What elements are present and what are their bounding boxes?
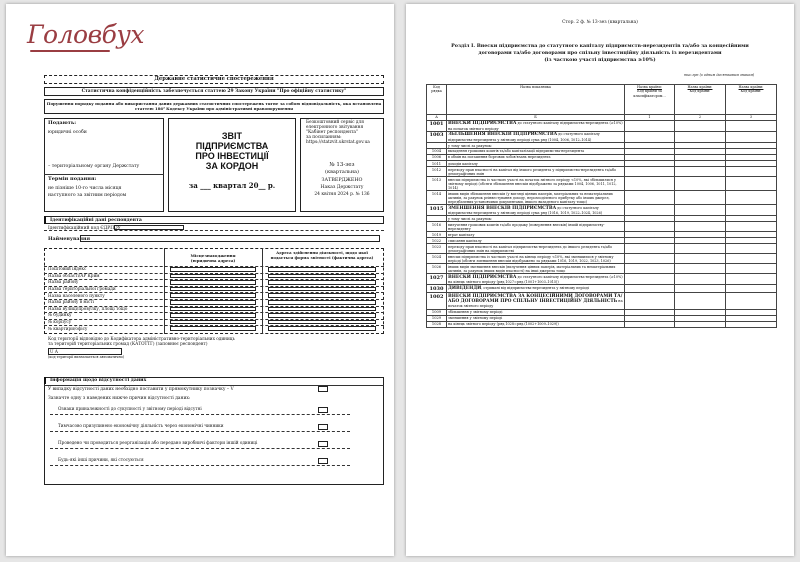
absence-reason-checkbox[interactable] [318, 424, 328, 430]
row-name [447, 132, 625, 143]
row-name [447, 120, 625, 131]
sub-header-b: Б [447, 115, 625, 121]
fact-address-input[interactable] [268, 293, 376, 298]
value-cell[interactable] [625, 274, 675, 285]
row-code: 1027 [427, 274, 447, 285]
row-name [447, 293, 625, 309]
location-input[interactable] [170, 320, 256, 325]
row-title: ЗБІЛЬШЕННЯ ВНЕСКІВ ПІДПРИЄМСТВА [448, 132, 558, 138]
value-cell[interactable] [675, 264, 726, 274]
fact-address-input[interactable] [268, 326, 376, 331]
golovbuh-logo [27, 20, 144, 49]
value-cell[interactable] [625, 264, 675, 274]
row-text: збільшення у звітному періоді [448, 309, 503, 314]
form-page-2 [406, 4, 794, 556]
name-input[interactable] [80, 235, 380, 242]
location-input[interactable] [170, 326, 256, 331]
row-text: у тому числі за рахунок: [448, 143, 493, 148]
row-name [447, 205, 625, 216]
row-code: 1026 [427, 264, 447, 274]
submit-to: – територіальному органу Держстату [48, 164, 140, 169]
row-text: до статутного капіталу підприємства-нерезидента у звітному періоді сума ряд (1016, 1019, 1022–1024, 1026) [448, 205, 603, 215]
value-cell[interactable] [726, 120, 777, 131]
row-title: ЗМЕНШЕННЯ ВНЕСКІВ ПІДПРИЄМСТВА [448, 205, 557, 211]
row-code: 1011 [427, 161, 447, 167]
row-title: ВНЕСКИ ПІДПРИЄМСТВА [448, 274, 517, 280]
service-4: за посиланням: [306, 135, 342, 140]
katottg-input[interactable] [48, 348, 122, 355]
row-text: зменшення у звітному періоді [448, 316, 503, 321]
row-text: втрат капіталу [448, 232, 475, 237]
section-1-table [426, 84, 777, 328]
row-name [447, 244, 625, 254]
approved-date: 24 квітня 2024 р. № 136 [314, 192, 370, 197]
row-text: переходу прав власності на капітал від іншого резидента у підприємство-нерезидента та/або демографічних змін [448, 167, 617, 176]
row-text: внески підприємства із часткою участі на початок звітного періоду <10%, які збільшилися у звітному періоді (обсяги збільшення внесків відображено за рядками 1004, 1006, 1011, 1012, 1014) [448, 177, 617, 190]
sub-header-3: 3 [726, 115, 777, 121]
row-code: 1002 [427, 293, 447, 309]
page-label: Стор. 2 ф. № 13-зез (квартальна) [562, 20, 638, 25]
table-row [427, 293, 777, 309]
row-text: списання капіталу [448, 238, 482, 243]
value-cell[interactable] [726, 254, 777, 264]
row-text: переходу прав власності на капітал підприємства-нерезидента до іншого резидента та/або демографічних змін на підприємстві [448, 244, 612, 253]
row-code: 1004 [427, 149, 447, 155]
value-cell[interactable] [625, 285, 675, 293]
location-input[interactable] [170, 313, 256, 318]
address-row-label: № корпусу [48, 319, 72, 324]
absence-reason-checkbox[interactable] [318, 458, 328, 464]
sub-header-a: А [427, 115, 447, 121]
row-title: ВНЕСКИ ПІДПРИЄМСТВА [448, 121, 517, 127]
col-name-header: Назва показника [447, 85, 625, 115]
value-cell[interactable] [726, 274, 777, 285]
col-location: Місцезнаходження [190, 253, 236, 258]
location-input[interactable] [170, 293, 256, 298]
value-cell[interactable] [675, 191, 726, 205]
katottg-ua: U A [50, 348, 58, 354]
section-title-2: договорами та/або договорами про спільну інвестиційну діяльність із нерезидентами [478, 50, 722, 56]
row-text: доходів капіталу [448, 161, 478, 166]
fact-address-input[interactable] [268, 287, 376, 292]
table-row [427, 254, 777, 264]
col-country-1-header: Назва країни: Код країни за класифікатором... [625, 85, 675, 115]
row-text: на початок звітного періоду [448, 298, 623, 309]
form-page-1 [6, 4, 394, 556]
absence-reason: Зазначте одну з наведених нижче причин відсутності даних: [48, 396, 191, 401]
row-code: 1014 [427, 191, 447, 205]
absence-reason-checkbox[interactable] [318, 441, 328, 447]
value-cell[interactable] [675, 254, 726, 264]
approved-label: ЗАТВЕРДЖЕНО [321, 178, 363, 183]
value-cell[interactable] [625, 191, 675, 205]
value-cell[interactable] [625, 244, 675, 254]
absence-checkbox[interactable] [318, 386, 328, 392]
row-text: інших видів зменшення внесків (вилучення цінних паперів, матеріальних та нематеріальних активів, за рахунок інших видів власності) на інші джерела тощо [448, 264, 616, 273]
logo-text: Головбух [27, 20, 144, 49]
col-address: Адреса здійснення діяльності, щодо якої подається форма звітності (фактична адреса) [270, 250, 374, 260]
value-cell[interactable] [625, 167, 675, 177]
col-location-sub: (юридична адреса) [190, 258, 236, 263]
row-code: 1006 [427, 155, 447, 161]
address-row-label: Назва вулиці/провулку, площі тощо [48, 305, 128, 311]
value-cell[interactable] [625, 254, 675, 264]
value-cell[interactable] [726, 244, 777, 254]
row-name [447, 274, 625, 285]
col-code-header: Код рядка [427, 85, 447, 115]
row-code: 1022 [427, 238, 447, 244]
units-label: тис.грн (з одним десятковим знаком) [684, 73, 755, 77]
row-code: 1013 [427, 177, 447, 191]
absence-reason-checkbox[interactable] [318, 407, 328, 413]
address-row-label: Поштовий індекс [48, 266, 87, 272]
value-cell[interactable] [726, 285, 777, 293]
row-title: ДИВІДЕНДИ [448, 285, 482, 291]
row-text: до статутного капіталу підприємства-нерезидента (≥10%) на початок звітного періоду [448, 121, 623, 131]
table-row [427, 244, 777, 254]
table-row [427, 222, 777, 232]
absence-reason-item: Ознаки приналежності до сукупності у звітному періоді відсутні [58, 406, 202, 411]
table-row [427, 274, 777, 285]
address-row-label: Назва району в місті [48, 299, 94, 305]
absence-reason-item: Тимчасово призупинено економічну діяльність через економічні чинники [58, 423, 224, 428]
value-cell[interactable] [675, 274, 726, 285]
value-cell[interactable] [675, 205, 726, 216]
address-row-label: Назва району [48, 279, 79, 285]
edrpou-label: Ідентифікаційний код ЄДРПОУ [48, 226, 121, 231]
col-country-3-header: Назва країни: Код країни: [726, 85, 777, 115]
row-code: 1019 [427, 232, 447, 238]
value-cell[interactable] [625, 132, 675, 143]
address-row-label: № будинку [48, 312, 72, 318]
row-code: 1003 [427, 132, 447, 143]
value-cell[interactable] [726, 264, 777, 274]
value-cell[interactable] [675, 177, 726, 191]
value-cell[interactable] [625, 120, 675, 131]
row-name [447, 167, 625, 177]
fact-address-input[interactable] [268, 307, 376, 312]
deadline-text-2: наступного за звітним періодом [48, 193, 127, 198]
edrpou-input[interactable] [114, 225, 184, 230]
row-text: у тому числі за рахунок: [448, 216, 493, 221]
row-code: 1024 [427, 254, 447, 264]
katottg-label: Код території відповідно до Кодифікатора адміністративно-територіальних одиниць [48, 336, 235, 341]
submit-who: юридичні особи [48, 130, 87, 135]
value-cell[interactable] [625, 205, 675, 216]
sub-header-2: 2 [675, 115, 726, 121]
table-row [427, 132, 777, 143]
absence-reason-item: Будь-які інші причини, які стосуються [58, 457, 144, 462]
report-title-3: ПРО ІНВЕСТИЦІЇ [195, 151, 269, 161]
location-input[interactable] [170, 287, 256, 292]
col-country-2-header: Назва країни: Код країни: [675, 85, 726, 115]
row-name [447, 191, 625, 205]
value-cell[interactable] [675, 285, 726, 293]
report-title-2: ПІДПРИЄМСТВА [195, 141, 269, 151]
value-cell[interactable] [625, 222, 675, 232]
submit-label: Подають: [48, 120, 77, 126]
address-row-label: № квартири/офісу [48, 325, 88, 331]
value-cell[interactable] [675, 120, 726, 131]
report-title-4: ЗА КОРДОН [205, 161, 259, 171]
katottg-label-2: та територій територіальних громад (КАТОТТГ) (заповнює респондент) [48, 341, 208, 346]
service-2: електронного звітування [306, 125, 364, 130]
row-text: вилучення грошових коштів та/або продажу (повернення внесків) іншій підприємству-нерезиденту [448, 222, 605, 231]
fact-address-input[interactable] [268, 267, 376, 272]
location-input[interactable] [170, 280, 256, 285]
absence-reason-item: Проведено чи проводиться реорганізація або передано виробничі фактори іншій одиниці [58, 440, 258, 445]
katottg-note: (код території визначається автоматично) [48, 355, 125, 359]
absence-question: У випадку відсутності даних необхідно поставити у прямокутнику позначку – V [48, 387, 234, 392]
row-code: 1009 [427, 309, 447, 315]
row-code: 1016 [427, 222, 447, 232]
fact-address-input[interactable] [268, 274, 376, 279]
row-text: до статутного капіталу підприємства-нерезидента (≥10%) на кінець звітного періоду (ряд.1027=ряд.(1001+1003–1015)) [448, 274, 623, 284]
section-title-1: Розділ І. Внески підприємства до статутного капіталу підприємств-нерезидентів та/або за концесійними [451, 43, 749, 49]
row-name [447, 177, 625, 191]
table-row [427, 205, 777, 216]
header-title: Державне статистичне спостереження [154, 76, 274, 82]
fact-address-input[interactable] [268, 320, 376, 325]
report-title-1: ЗВІТ [221, 131, 243, 141]
location-input[interactable] [170, 300, 256, 305]
value-cell[interactable] [675, 167, 726, 177]
absence-title: Інформація щодо відсутності даних [50, 378, 147, 383]
value-cell[interactable] [625, 321, 675, 327]
name-label: Найменування [48, 236, 91, 242]
table-row [427, 264, 777, 274]
row-code: 1029 [427, 315, 447, 321]
quarter-line: за ___ квартал 20__ р. [188, 181, 276, 190]
table-row [427, 120, 777, 131]
value-cell[interactable] [726, 167, 777, 177]
row-text: внески підприємства із часткою участі на кінець періоду <10%, які зменшилися у звітному періоді (обсяги зменшення внесків відображено за рядками 1016, 1019, 1022, 1023, 1026) [448, 254, 614, 263]
table-row [427, 321, 777, 327]
row-text: , отримані від підприємства-нерезидента у звітному періоді [481, 285, 589, 290]
value-cell[interactable] [726, 222, 777, 232]
section-title-3: (із часткою участі підприємства ≥10%) [544, 57, 656, 63]
row-code: 1015 [427, 205, 447, 216]
service-3: "Кабінет респондента" [306, 130, 358, 135]
table-row [427, 191, 777, 205]
table-row [427, 285, 777, 293]
deadline-text-1: не пізніше 10-го числа місяця [48, 186, 122, 191]
location-input[interactable] [170, 274, 256, 279]
location-input[interactable] [170, 307, 256, 312]
row-code: 1001 [427, 120, 447, 131]
row-name [447, 321, 625, 327]
fact-address-input[interactable] [268, 300, 376, 305]
value-cell[interactable] [726, 321, 777, 327]
value-cell[interactable] [726, 132, 777, 143]
table-row [427, 167, 777, 177]
form-number: № 13-зез [329, 162, 355, 168]
violation-text: Порушення порядку подання або використання даних державних статистичних спостережень тягне за собою відповідальність, яка встановлена статтею 186² Кодексу України про адміністративні правопорушення [46, 101, 382, 112]
value-cell[interactable] [625, 177, 675, 191]
row-name [447, 254, 625, 264]
row-code: 1030 [427, 285, 447, 293]
value-cell[interactable] [675, 293, 726, 309]
row-text: на кінець звітного періоду (ряд.1028=ряд.(1002+1009–1029)) [448, 322, 559, 327]
approved-by: Наказ Держстату [320, 185, 364, 190]
deadline-label: Термін подання: [48, 176, 97, 182]
ident-title: Ідентифікаційні дані респондента [50, 217, 142, 223]
row-text: інших видів збільшення внесків (у вигляді цінних паперів, матеріальних та нематеріальних активів, за рахунок реінвестування доходу, нерозподіленого прибутку або інших джерел, передбачених установчими документами, іншого вкладеного капіталу тощо) [448, 191, 613, 204]
form-period: (квартальна) [325, 169, 359, 175]
row-text: до статутного капіталу підприємства-нерезидента у звітному періоді сума ряд (1004, 1006, 1012–1014) [448, 132, 600, 142]
value-cell[interactable] [726, 191, 777, 205]
row-name [447, 264, 625, 274]
row-code: 1012 [427, 167, 447, 177]
row-title: ВНЕСКИ ПІДПРИЄМСТВА ЗА КОНЦЕСІЙНИМИ ДОГОВОРАМИ ТА/АБО ДОГОВОРАМИ ПРО СПІЛЬНУ ІНВЕСТИЦІЙНУ ДІЯЛЬНІСТЬ [448, 293, 623, 304]
row-name [447, 285, 625, 293]
address-row-label: Назва області/АР Крим [48, 272, 100, 278]
value-cell[interactable] [675, 321, 726, 327]
table-row [427, 177, 777, 191]
row-code: 1028 [427, 321, 447, 327]
row-text: вкладення грошових коштів та/або капіталізації підприємства-нерезидента [448, 149, 585, 154]
address-row-label: Назва територіальної громади [48, 286, 116, 291]
row-code: 1023 [427, 244, 447, 254]
value-cell[interactable] [726, 205, 777, 216]
fact-address-input[interactable] [268, 313, 376, 318]
address-row-label: Назва населеного пункту [48, 292, 105, 298]
service-1: Безкоштовний сервіс для [306, 120, 365, 125]
value-cell[interactable] [675, 244, 726, 254]
value-cell[interactable] [675, 132, 726, 143]
service-link[interactable]: https://statzvit.ukrstat.gov.ua [306, 140, 370, 145]
value-cell[interactable] [726, 293, 777, 309]
fact-address-input[interactable] [268, 280, 376, 285]
value-cell[interactable] [726, 177, 777, 191]
location-input[interactable] [170, 267, 256, 272]
row-text: в обмін на погашення боргових зобов'язань нерезидента [448, 155, 551, 160]
row-name [447, 222, 625, 232]
confidential-text: Статистична конфіденційність забезпечується статтею 29 Закону України "Про офіційну статистику" [81, 89, 347, 94]
sub-header-1: 1 [625, 115, 675, 121]
value-cell[interactable] [625, 293, 675, 309]
value-cell[interactable] [675, 222, 726, 232]
